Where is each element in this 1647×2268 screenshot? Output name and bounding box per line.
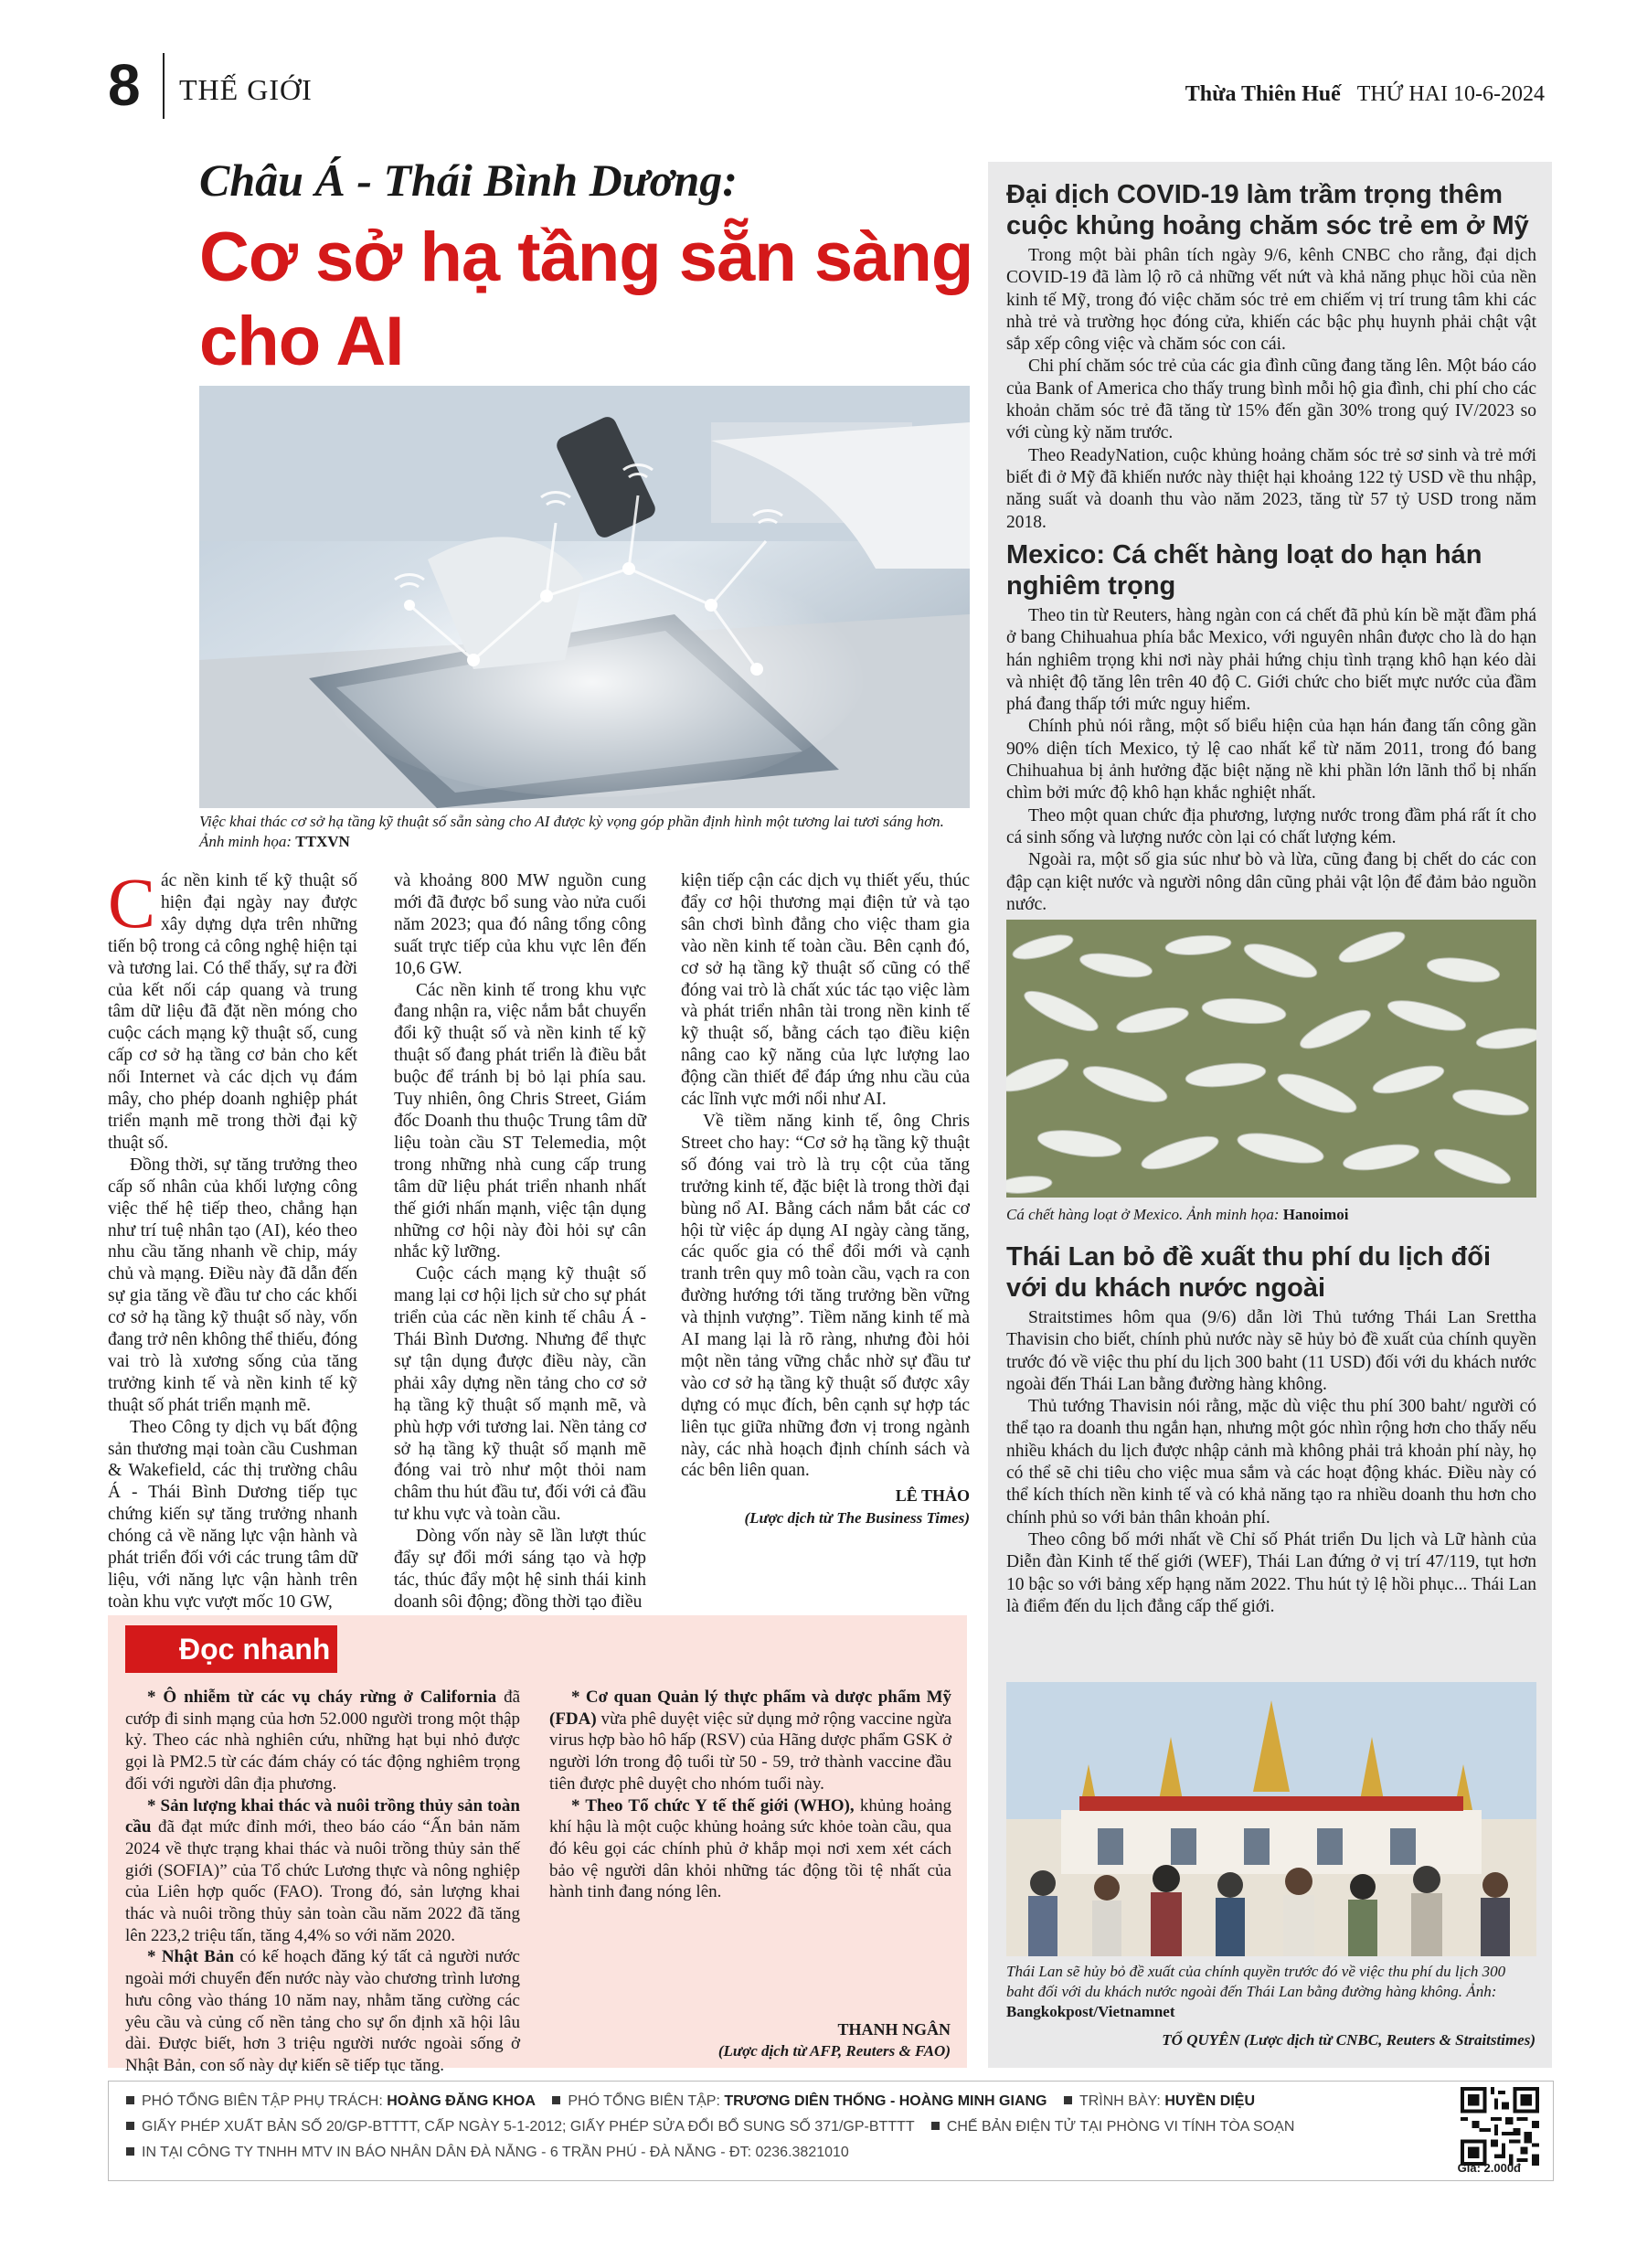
quick-read-title: Đọc nhanh [179,1633,331,1666]
page-number: 8 [108,52,141,118]
paragraph: và khoảng 800 MW nguồn cung mới đã được bổ sung vào nửa cuối năm 2023; qua đó nâng tổng công suất trực tiếp của khu vực lên đến 10,6 GW. [394,871,646,978]
qr-code[interactable] [1461,2087,1539,2166]
mexico-title: Mexico: Cá chết hàng loạt do hạn hán nghiêm trọng [1006,540,1482,601]
caption-credit: Bangkokpost/Vietnamnet [1006,2003,1175,2020]
paragraph: Đồng thời, sự tăng trưởng theo cấp số nhân của khối lượng công việc thế hệ tiếp theo, chẳng hạn như trí tuệ nhân tạo (AI), kéo theo nhu cầu tăng nhanh về chip, máy chủ và mạng. Điều này đã dẫn đến sự gia tăng về đầu tư cho các khối cơ sở hạ tầng kỹ thuật số này, vốn đang trở nên không thể thiếu, đóng vai trò là xương sống của tăng trưởng kinh tế và nền kinh tế kỹ thuật số phát triển mạnh mẽ. [108,1155,357,1415]
quick-item: * Cơ quan Quản lý thực phẩm và dược phẩm Mỹ (FDA) vừa phê duyệt việc sử dụng mở rộng vaccine ngừa virus hợp bào hô hấp (RSV) của Hãng dược phẩm GSK ở người lớn trong độ tuổi từ 50 - 59, trở thành vaccine đầu tiên được phê duyệt cho nhóm tuổi này. [549,1688,951,1794]
paragraph: Ngoài ra, một số gia súc như bò và lừa, cũng đang bị chết do các con đập cạn kiệt nước và người nông dân cũng phải vật lộn để đảm bảo nguồn nước. [1006,850,1536,914]
paragraph: Theo Công ty dịch vụ bất động sản thương mại toàn cầu Cushman & Wakefield, các thị trường châu Á - Thái Bình Dương tiếp tục chứng kiến sự tăng trưởng nhanh chóng cả về năng lực vận hành và phát triển đối với các trung tâm dữ liệu, với năng lực vận hành trên toàn khu vực vượt mốc 10 GW, [108,1417,357,1612]
paragraph: Theo công bố mới nhất về Chỉ số Phát triển Du lịch và Lữ hành của Diễn đàn Kinh tế thế giới (WEF), Thái Lan đứng ở vị trí 47/119, tụt hơn 10 bậc so với bảng xếp hạng năm 2022. Thu hút tỷ lệ hồi phục... Thái Lan là điểm đến du lịch đẳng cấp thế giới. [1006,1529,1536,1616]
paragraph: Theo tin từ Reuters, hàng ngàn con cá chết đã phủ kín bề mặt đầm phá ở bang Chihuahua phía bắc Mexico, với nguyên nhân được cho là do hạn hán nghiêm trọng khi nơi này phải hứng chịu tình trạng khô hạn kéo dài và nhiệt độ tăng lên trên 40 độ C. Giới chức cho biết mực nước của đầm phá đang thấp tới mức nguy hiểm. [1006,606,1536,715]
temple-illustration [1006,1682,1536,1956]
quick-item: * Theo Tổ chức Y tế thế giới (WHO), khủng hoảng khí hậu là một cuộc khủng hoảng sức khỏe toàn cầu, qua đó kêu gọi các chính phủ ở khắp mọi nơi xem xét cách bảo vệ người dân khỏi những tác động tồi tệ nhất của hành tinh đang nóng lên. [549,1795,951,1902]
caption-text: Cá chết hàng loạt ở Mexico. Ảnh minh họa: [1006,1206,1280,1223]
headline-line-1: Cơ sở hạ tầng sẵn sàng cho AI [199,218,973,380]
paragraph: Các nền kinh tế trong khu vực đang nhận ra, việc nắm bắt chuyển đổi kỹ thuật số và nền kinh tế kỹ thuật số đang phát triển là điều bắt buộc để tránh bị bỏ lại phía sau. Tuy nhiên, ông Chris Street, Giám đốc Doanh thu thuộc Trung tâm dữ liệu toàn cầu ST Telemedia, một trong những nhà cung cấp trung tâm dữ liệu phát triển nhanh nhất thế giới nhấn mạnh, việc tận dụng những cơ hội này đòi hỏi sự cân nhắc kỹ lưỡng. [394,980,646,1262]
quick-item: * Ô nhiễm từ các vụ cháy rừng ở California đã cướp đi sinh mạng của hơn 52.000 người trong một thập kỷ. Theo các nhà nghiên cứu, những hạt bụi nhỏ được gọi là PM2.5 từ các đám cháy có tác động nghiêm trọng đối với người dân địa phương. [125,1688,521,1794]
quick-column-1 [125,1687,520,2077]
drop-cap: C [108,863,156,942]
masthead [1185,82,1545,107]
article-column-2 [394,870,646,1613]
paragraph: Thủ tướng Thavisin nói rằng, mặc dù việc thu phí 300 baht/ người có thể tạo ra doanh thu ngắn hạn, nhưng một góc nhìn rộng hơn cho thấy nếu nhiều khách du lịch được nhập cảnh mà không phải trả khoản phí này, họ có thể sẽ chi tiêu cho việc mua sắm và các hoạt động khác. Điều này có thể kích thích nền kinh tế và có khả năng tạo ra nhiều doanh thu hơn cho chính phủ so với bản thân khoản phí. [1006,1397,1536,1528]
fish-photo-caption [1006,1205,1536,1225]
paragraph: kiện tiếp cận các dịch vụ thiết yếu, thúc đẩy cơ hội thương mại điện tử và tạo sân chơi bình đẳng cho việc tham gia vào nền kinh tế toàn cầu. Bên cạnh đó, cơ sở hạ tầng kỹ thuật số cũng có thể đóng vai trò là chất xúc tác tạo việc làm và phát triển nhân tài trong nền kinh tế kỹ thuật số, bằng cách tạo điều kiện nâng cao kỹ năng của lực lượng lao động cần thiết để đáp ứng nhu cầu của các lĩnh vực mới nổi như AI. [681,871,970,1110]
article-column-3 [681,870,970,1529]
fish-photo [1006,920,1536,1198]
main-photo [199,386,970,808]
thai-story [1006,1241,1536,1618]
tech-illustration [199,386,970,808]
caption-text: Thái Lan sẽ hủy bỏ đề xuất của chính quyền trước đó về việc thu phí du lịch 300 baht đối với du khách nước ngoài đến Thái Lan bằng đường hàng không. Ảnh: [1006,1963,1506,2000]
quick-item: * Sản lượng khai thác và nuôi trồng thủy sản toàn cầu đã đạt mức đỉnh mới, theo báo cáo “Ấn bản năm 2024 về thực trạng khai thác và nuôi trồng thủy sản thế giới (SOFIA)” của Tổ chức Lương thực và nông nghiệp của Liên hợp quốc (FAO). Trong đó, sản lượng khai thác và nuôi trồng thủy sản toàn cầu năm 2022 đã tăng lên 223,2 triệu tấn, tăng 4,4% so với năm 2020. [125,1795,520,1945]
sidebar-source: (Lược dịch từ CNBC, Reuters & Straitstimes) [1244,2031,1535,2049]
price-label: Giá: 2.000đ [1457,2161,1521,2175]
paragraph: Theo ReadyNation, cuộc khủng hoảng chăm sóc trẻ sơ sinh và trẻ mới biết đi ở Mỹ đã khiến nước này thiệt hại khoảng 122 tỷ USD về thu nhập, năng suất và doanh thu vào năm 2023, tăng từ 57 tỷ USD trong năm 2018. [1006,445,1536,532]
article-column-1 [108,863,357,1613]
imprint-line-3: IN TẠI CÔNG TY TNHH MTV IN BÁO NHÂN DÂN ĐÀ NẴNG - 6 TRẦN PHÚ - ĐÀ NẴNG - ĐT: 0236.3821010 [113,2145,849,2161]
paragraph: Chính phủ nói rằng, một số biểu hiện của hạn hán đang tấn công gần 90% diện tích Mexico, tỷ lệ cao nhất kể từ năm 2011, trong đó bang Chihuahua bị ảnh hưởng đặc biệt nặng nề khi phần lớn lãnh thổ bị nhấn chìm bởi mức độ khô hạn khắc nghiệt nhất. [1006,717,1536,804]
covid-body [1006,245,1536,534]
paragraph: Các nền kinh tế kỹ thuật số hiện đại ngày nay được xây dựng dựa trên những tiến bộ trong cả công nghệ hiện tại và tương lai. Có thể thấy, sự ra đời của kết nối cáp quang và trung tâm dữ liệu đã đặt nền móng cho cuộc cách mạng kỹ thuật số, cung cấp cơ sở hạ tầng cơ bản cho kết nối Internet và các dịch vụ đám mây, cho phép doanh nghiệp phát triển mạnh mẽ trong thời đại kỹ thuật số. [108,863,357,1153]
header-divider [163,53,165,119]
thai-title: Thái Lan bỏ đề xuất thu phí du lịch đối với du khách nước ngoài [1006,1242,1492,1303]
sidebar-author: TỐ QUYÊN [1162,2031,1240,2049]
quick-column-2 [549,1687,951,1903]
thai-photo [1006,1682,1536,1956]
sidebar-signature [1162,2031,1535,2050]
issue-date: THỨ HAI 10-6-2024 [1356,82,1545,106]
paragraph: Dòng vốn này sẽ lần lượt thúc đẩy sự đổi mới sáng tạo và hợp tác, thúc đẩy một hệ sinh thái kinh doanh sôi động; đồng thời tạo điều [394,1527,646,1612]
article-source: (Lược dịch từ The Business Times) [744,1509,970,1528]
covid-story [1006,179,1536,534]
quick-item: * Nhật Bản có kế hoạch đăng ký tất cả người nước ngoài mới chuyển đến nước này vào chương trình lương hưu công vào tháng 10 năm nay, nhằm tăng cường các yêu cầu và củng cố nền tảng cho sự ổn định xã hội lâu dài. Được biết, hơn 3 triệu người nước ngoài sống ở Nhật Bản, con số này dự kiến sẽ tiếp tục tăng. [125,1947,520,2075]
section-name: THẾ GIỚI [179,73,313,106]
article-kicker: Châu Á - Thái Bình Dương: [199,154,738,206]
quick-author: THANH NGÂN [837,2020,951,2039]
paragraph: Chi phí chăm sóc trẻ của các gia đình cũng đang tăng lên. Một báo cáo của Bank of America cho thấy trung bình mỗi hộ gia đình, chi phí cho các khoản chăm sóc trẻ đã tăng từ 15% đến gần 30% trong quý IV/2023 so với cùng kỳ năm trước. [1006,357,1536,443]
main-photo-caption [199,812,970,852]
paragraph: Cuộc cách mạng kỹ thuật số mang lại cơ hội lịch sử cho sự phát triển của các nền kinh tế châu Á - Thái Bình Dương. Nhưng để thực sự tận dụng được điều này, cần phải xây dựng nền tảng cho cơ sở hạ tầng kỹ thuật số mạnh mẽ, và phù hợp với tương lai. Nền tảng cơ sở hạ tầng kỹ thuật số mạnh mẽ đóng vai trò như một thỏi nam châm thu hút đầu tư, đối với cả đầu tư khu vực và toàn cầu. [394,1264,646,1525]
caption-text: Việc khai thác cơ sở hạ tầng kỹ thuật số sẵn sàng cho AI được kỳ vọng góp phần định hình một tương lai tươi sáng hơn. Ảnh minh họa: [199,813,944,850]
thai-body [1006,1307,1536,1618]
imprint-line-2: GIẤY PHÉP XUẤT BẢN SỐ 20/GP-BTTTT, CẤP NGÀY 5-1-2012; GIẤY PHÉP SỬA ĐỔI BỔ SUNG SỐ 371/GP-BTTTT CHẾ BẢN ĐIỆN TỬ TẠI PHÒNG VI TÍNH TÒA SOẠN [113,2119,1294,2135]
imprint-line-1: PHÓ TỔNG BIÊN TẬP PHỤ TRÁCH: HOÀNG ĐĂNG KHOA PHÓ TỔNG BIÊN TẬP: TRƯƠNG DIÊN THỐNG - HOÀNG MINH GIANG TRÌNH BÀY: HUYỀN DIỆU [113,2093,1255,2110]
mexico-body [1006,605,1536,916]
mexico-story [1006,539,1536,916]
paragraph: Trong một bài phân tích ngày 9/6, kênh CNBC cho rằng, đại dịch COVID-19 đã làm lộ rõ cả những vết nứt và khả năng phục hồi của nền kinh tế Mỹ, trong đó việc chăm sóc trẻ em chiếm vị trí trung tâm khi các nhà trẻ và trường học đóng cửa, khiến các bậc phụ huynh phải chật vật sắp xếp công việc và chăm sóc con cái. [1006,246,1536,355]
paragraph: Về tiềm năng kinh tế, ông Chris Street cho hay: “Cơ sở hạ tầng kỹ thuật số đóng vai trò là trụ cột của tăng trưởng kinh tế, đặc biệt là trong thời đại bùng nổ AI. Bằng cách nắm bắt các cơ hội từ việc áp dụng AI ngày càng tăng, các quốc gia có thể đổi mới và cạnh tranh trên quy mô toàn cầu, vạch ra con đường hướng tới tăng trưởng bền vững và thịnh vượng”. Tiềm năng kinh tế mà AI mang lại là rõ ràng, nhưng đòi hỏi một nền tảng vững chắc nhờ sự đầu tư vào cơ sở hạ tầng kỹ thuật số được xây dựng có mục đích, bên cạnh sự hợp tác liên tục giữa những đơn vị trong ngành này, các nhà hoạch định chính sách và các bên liên quan. [681,1111,970,1481]
dead-fish-illustration [1006,920,1536,1198]
caption-credit: Hanoimoi [1282,1206,1349,1223]
thai-photo-caption [1006,1962,1536,2022]
covid-title: Đại dịch COVID-19 làm trầm trọng thêm cuộc khủng hoảng chăm sóc trẻ em ở Mỹ [1006,180,1529,240]
caption-credit: TTXVN [295,833,350,850]
paragraph: Theo một quan chức địa phương, lượng nước trong đầm phá rất ít cho cá sinh sống và lượng nước còn lại có chất lượng kém. [1006,805,1536,847]
paper-name: Thừa Thiên Huế [1185,82,1341,106]
paragraph: Straitstimes hôm qua (9/6) dẫn lời Thủ tướng Thái Lan Srettha Thavisin cho biết, chính phủ nước này sẽ hủy bỏ đề xuất của chính quyền trước đó về việc thu phí du lịch 300 baht (11 USD) đối với du khách nước ngoài đến Thái Lan bằng đường hàng không. [1006,1308,1536,1394]
article-author: LÊ THẢO [895,1486,970,1506]
quick-source: (Lược dịch từ AFP, Reuters & FAO) [717,2042,951,2060]
